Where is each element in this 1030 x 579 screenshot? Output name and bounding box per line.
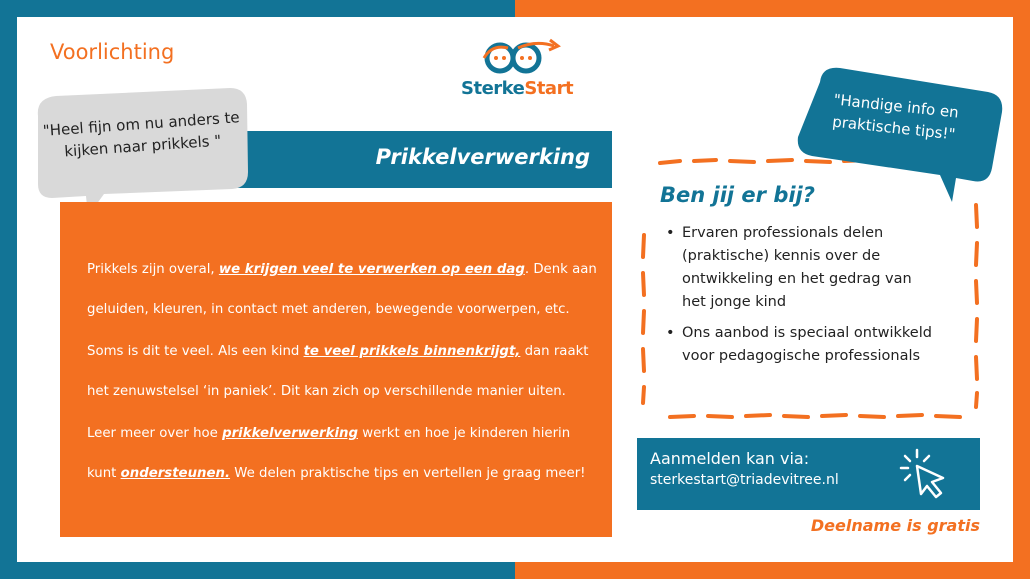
quote-left: "Heel fijn om nu anders te kijken naar prikkels " xyxy=(42,108,241,161)
info-title: Ben jij er bij? xyxy=(660,183,815,207)
body-paragraph-3: Leer meer over hoe prikkelverwerking werkt en hoe je kinderen hierin kunt ondersteunen. We delen praktische tips en vertellen je graag meer! xyxy=(87,426,586,481)
cursor-click-icon xyxy=(899,446,955,502)
signup-panel xyxy=(637,438,980,510)
page-title: Prikkelverwerking xyxy=(375,145,590,169)
category-label: Voorlichting xyxy=(50,40,175,64)
logo-wordmark: SterkeStart xyxy=(461,78,574,99)
free-participation-note: Deelname is gratis xyxy=(810,516,980,535)
body-paragraph-1: Prikkels zijn overal, we krijgen veel te verwerken op een dag. Denk aan geluiden, kleuren, in contact met anderen, bewegende voorwerpen, etc. xyxy=(87,262,597,317)
body-paragraph-2: Soms is dit te veel. Als een kind te veel prikkels binnenkrijgt, dan raakt het zenuwstelsel ‘in paniek’. Dit kan zich op verschillende manier uiten. xyxy=(87,344,589,399)
info-bullet-list xyxy=(664,222,934,376)
list-item: • Ervaren professionals delen (praktische) kennis over de ontwikkeling en het gedrag van het jonge kind xyxy=(664,222,934,314)
body-panel xyxy=(60,202,612,537)
signup-label: Aanmelden kan via: xyxy=(650,449,810,468)
signup-email-link[interactable]: sterkestart@triadevitree.nl xyxy=(650,472,839,488)
quote-right: "Handige info en praktische tips!" xyxy=(831,90,960,144)
list-item: • Ons aanbod is speciaal ontwikkeld voor pedagogische professionals xyxy=(664,322,934,368)
